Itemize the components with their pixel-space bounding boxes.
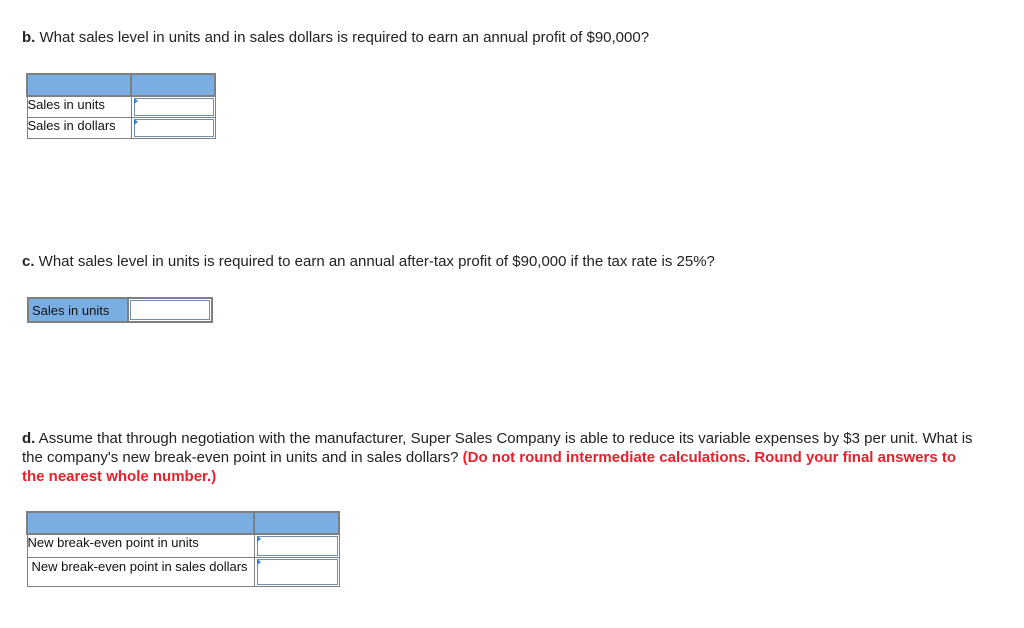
table-row <box>27 558 339 587</box>
question-d-text: Assume that through negotiation with the manufacturer, Super Sales Company is able to reduce its variable expenses by $3 per unit. What is the company's new break-even point in units and in sales dollars? <box>22 430 973 466</box>
rounding-instruction: (Do not round intermediate calculations. Round your final answers to the nearest whole number.) <box>22 449 957 485</box>
row-label-sales-in-units: Sales in units <box>27 96 131 118</box>
answer-row-c <box>27 297 213 323</box>
table-header-row <box>27 512 339 534</box>
row-label-sales-in-units-c: Sales in units <box>29 299 129 321</box>
question-c-text: What sales level in units is required to earn an annual after-tax profit of $90,000 if the tax rate is 25%? <box>34 253 715 270</box>
table-header-row <box>27 74 215 96</box>
question-b-text: What sales level in units and in sales dollars is required to earn an annual profit of $90,000? <box>35 29 650 46</box>
after-tax-sales-in-units-input[interactable] <box>130 300 210 320</box>
input-marker-icon <box>257 536 261 542</box>
question-b-letter: b. <box>22 29 36 46</box>
input-marker-icon <box>257 559 261 565</box>
answer-cell[interactable] <box>129 299 211 321</box>
sales-in-dollars-input[interactable] <box>134 119 214 137</box>
sales-in-units-input[interactable] <box>134 98 214 116</box>
table-row <box>27 96 215 118</box>
row-label-break-even-dollars: New break-even point in sales dollars <box>27 558 254 587</box>
input-marker-icon <box>134 98 138 104</box>
header-cell <box>27 512 254 534</box>
answer-table-d <box>26 511 340 587</box>
table-row <box>27 534 339 558</box>
row-label-sales-in-dollars: Sales in dollars <box>27 118 131 139</box>
answer-cell[interactable] <box>254 534 339 558</box>
question-d <box>22 429 982 486</box>
header-cell <box>131 74 215 96</box>
question-d-letter: d. <box>22 430 36 447</box>
question-c <box>22 252 982 271</box>
input-marker-icon <box>134 119 138 125</box>
break-even-units-input[interactable] <box>257 536 338 556</box>
answer-cell[interactable] <box>254 558 339 587</box>
answer-cell[interactable] <box>131 96 215 118</box>
header-cell <box>254 512 339 534</box>
row-label-break-even-units: New break-even point in units <box>27 534 254 558</box>
table-row <box>27 118 215 139</box>
question-b <box>22 28 982 47</box>
answer-table-b <box>26 73 216 139</box>
break-even-dollars-input[interactable] <box>257 559 338 585</box>
question-c-letter: c. <box>22 253 35 270</box>
answer-cell[interactable] <box>131 118 215 139</box>
header-cell <box>27 74 131 96</box>
